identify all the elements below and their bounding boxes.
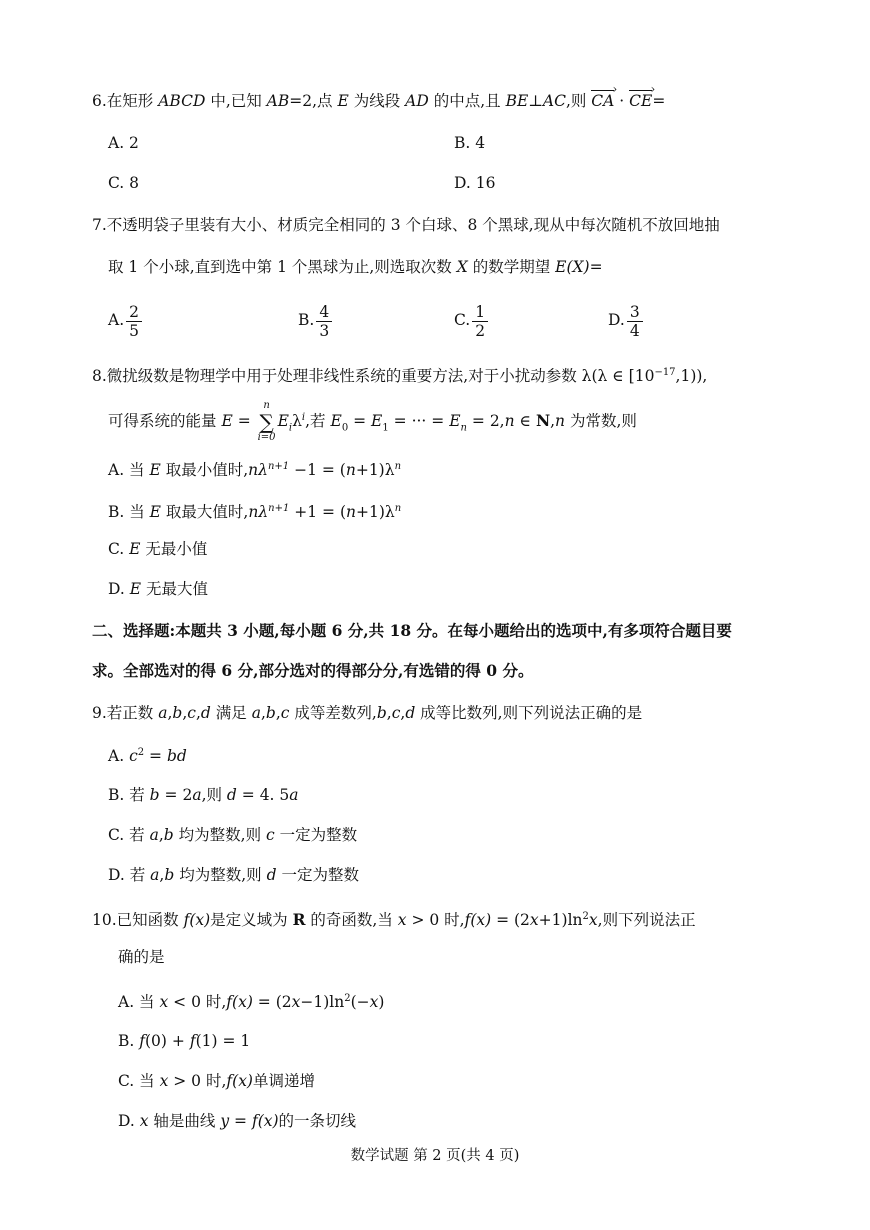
q9-option-d: D. 若 a,b 均为整数,则 d 一定为整数 [108,866,359,884]
page-footer: 数学试题 第 2 页(共 4 页) [350,1148,520,1164]
q6-option-b: B. 4 [454,134,486,152]
q9-option-b: B. 若 b = 2a,则 d = 4. 5a [108,786,299,804]
question-10-stem-line2: 确的是 [118,948,165,966]
q10-option-b: B. f(0) + f(1) = 1 [118,1032,251,1050]
question-8-stem-line2: 可得系统的能量 E = n ∑ $i=0E_i\lambda^i$,若 $E_0 = E_1$ = ··· = $E_n = 2,n$ ∈ N,n 为常数,则 [108,400,637,444]
vector-ce: CE › [629,90,652,112]
q6-option-c: C. 8 [108,174,140,192]
question-10-stem-line1: 10.已知函数 f(x)是定义域为 R 的奇函数,当 x > 0 时$,f(x) = (2x+1)\ln^2x$,则下列说法正 [92,910,696,930]
q10-option-c: C. 当 x > 0 时,f(x)单调递增 [118,1072,315,1090]
q7-option-b: B. $\frac{4}{3}$ [298,300,334,340]
q7-option-d: D. $\frac{3}{4}$ [608,300,645,340]
q8-option-d: D. E 无最大值 [108,580,208,598]
vector-ca: CA › [591,90,614,112]
summation-symbol: n ∑ i=0 [257,400,276,444]
q9-option-c: C. 若 a,b 均为整数,则 c 一定为整数 [108,826,358,844]
question-9-stem: 9.若正数 a,b,c,d 满足 a,b,c 成等差数列,b,c,d 成等比数列,则下列说法正确的是 [92,704,643,722]
q8-option-b: B. 当 E 取最大值时$,n\lambda^{n+1} +1 = (n+1)\lambda^n$ [108,503,402,522]
q6-option-a: A. 2 [108,134,139,152]
q9-option-a: A. $c^2$ = bd [108,747,187,766]
q7-option-a: A. $\frac{2}{5}$ [108,300,144,340]
q10-option-a: A. 当 x < 0 时$,f(x) = (2x-1)\ln^2(-x)$ [118,993,385,1012]
q8-option-a: A. 当 E 取最小值时$,n\lambda^{n+1} -1 = (n+1)\lambda^n$ [108,461,402,480]
q6-option-d: D. 16 [454,174,496,192]
section-2-instructions-line1: 二、选择题:本题共 3 小题,每小题 6 分,共 18 分。在每小题给出的选项中,有多项符合题目要 [92,621,732,640]
question-8-stem-line1: 8.微扰级数是物理学中用于处理非线性系统的重要方法,对于小扰动参数 λ(λ ∈ $[10^{-17},1)$), [92,367,708,386]
section-2-instructions-line2: 求。全部选对的得 6 分,部分选对的得部分分,有选错的得 0 分。 [92,661,534,680]
question-6-stem: 6.在矩形 ABCD 中,已知 AB=2,点 E 为线段 AD 的中点,且 BE⊥AC,则 CA › · CE ›= [92,90,665,112]
question-7-stem-line2: 取 1 个小球,直到选中第 1 个黑球为止,则选取次数 X 的数学期望 E(X)= [108,258,603,276]
q7-option-c: C. $\frac{1}{2}$ [454,300,490,340]
question-7-stem-line1: 7.不透明袋子里装有大小、材质完全相同的 3 个白球、8 个黑球,现从中每次随机不放回地抽 [92,216,720,234]
q10-option-d: D. x 轴是曲线 y = f(x)的一条切线 [118,1112,357,1130]
q8-option-c: C. E 无最小值 [108,540,208,558]
